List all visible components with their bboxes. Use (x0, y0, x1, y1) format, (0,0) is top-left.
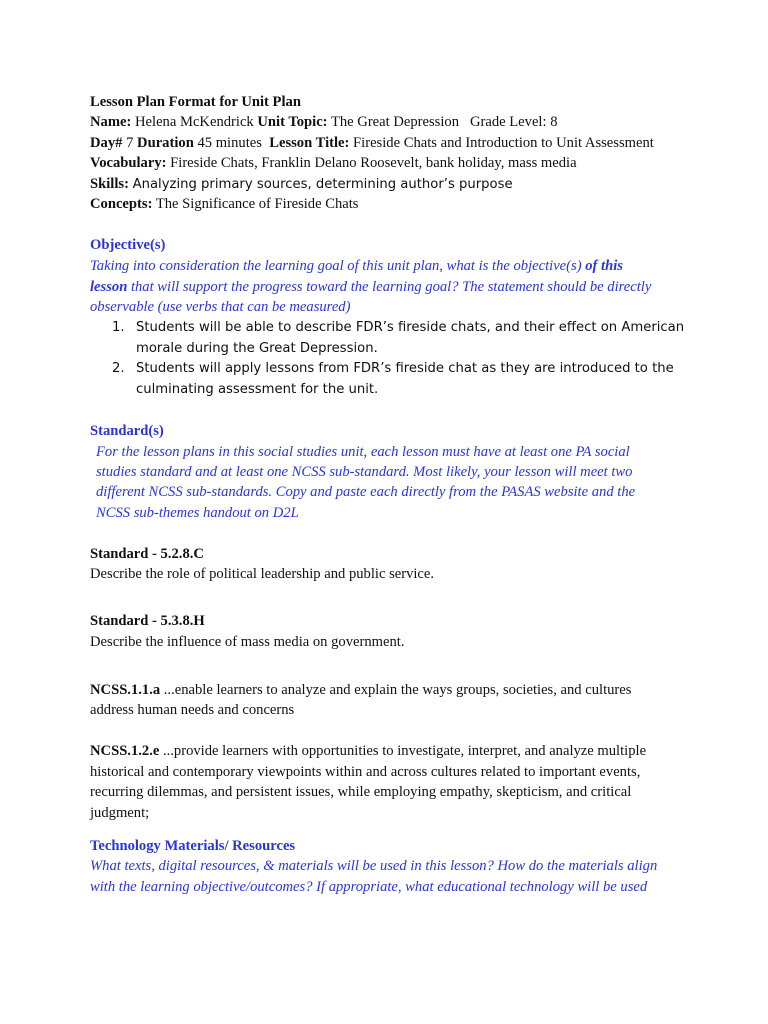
standard-title: Standard - 5.3.8.H (90, 613, 205, 629)
unit-topic-value: The Great Depression (330, 114, 459, 130)
duration-label: Duration (137, 135, 194, 151)
objectives-prompt-text: that will support the progress toward the learning goal? The statement should be directly (127, 279, 652, 295)
ncss-text: ...provide learners with opportunities to investigate, interpret, and analyze multiple (159, 743, 647, 759)
technology-prompt-line: What texts, digital resources, & materials will be used in this lesson? How do the materials align (90, 858, 658, 874)
concepts-label: Concepts: (90, 196, 153, 212)
day-duration-title-line (90, 133, 654, 153)
ncss-standard-line (90, 741, 646, 761)
objectives-prompt-line3: observable (use verbs that can be measured) (90, 299, 351, 315)
objectives-prompt-emphasis: of this (585, 258, 623, 274)
standard-description: Describe the role of political leadership and public service. (90, 566, 435, 582)
duration-value: 45 minutes (197, 135, 262, 151)
vocabulary-value: Fireside Chats, Franklin Delano Roosevelt, bank holiday, mass media (170, 155, 577, 171)
vocabulary-line (90, 153, 577, 173)
standards-heading: Standard(s) (90, 423, 164, 439)
standards-prompt-line: studies standard and at least one NCSS sub-standard. Most likely, your lesson will meet two (96, 464, 633, 480)
objectives-prompt-line2 (90, 277, 651, 297)
name-unit-grade-line (90, 112, 557, 132)
vocabulary-label: Vocabulary: (90, 155, 167, 171)
objective-number: 1. (112, 320, 125, 335)
lesson-title-value: Fireside Chats and Introduction to Unit Assessment (353, 135, 654, 151)
grade-level-label: Grade Level: (469, 114, 547, 130)
name-label: Name: (90, 114, 132, 130)
standard-title: Standard - 5.2.8.C (90, 546, 204, 562)
objective-item-line: morale during the Great Depression. (136, 341, 378, 356)
standard-description: Describe the influence of mass media on government. (90, 634, 405, 650)
grade-level-value: 8 (550, 114, 558, 130)
lesson-title-label: Lesson Title: (269, 135, 350, 151)
ncss-standard-line (90, 680, 631, 700)
objective-item-line: Students will apply lessons from FDR’s fireside chat as they are introduced to the (136, 361, 674, 376)
skills-value: Analyzing primary sources, determining author’s purpose (132, 177, 513, 192)
ncss-text: historical and contemporary viewpoints within and across cultures related to important events, (90, 764, 641, 780)
standards-prompt-line: NCSS sub-themes handout on D2L (96, 505, 299, 521)
ncss-code: NCSS.1.1.a (90, 682, 161, 698)
objectives-prompt-line1 (90, 256, 623, 276)
concepts-value: The Significance of Fireside Chats (155, 196, 359, 212)
objectives-prompt-text: Taking into consideration the learning goal of this unit plan, what is the objective(s) (90, 258, 586, 274)
objective-number: 2. (112, 361, 125, 376)
ncss-text: recurring dilemmas, and persistent issues, while employing empathy, skepticism, and critical (90, 784, 632, 800)
name-value: Helena McKendrick (135, 114, 254, 130)
day-label: Day# (90, 135, 123, 151)
objective-item-line: Students will be able to describe FDR’s fireside chats, and their effect on American (136, 320, 685, 335)
unit-topic-label: Unit Topic: (257, 114, 328, 130)
ncss-code: NCSS.1.2.e (90, 743, 160, 759)
document-title: Lesson Plan Format for Unit Plan (90, 94, 301, 110)
ncss-text: judgment; (90, 805, 150, 821)
ncss-text: ...enable learners to analyze and explain the ways groups, societies, and cultures (160, 682, 632, 698)
day-value: 7 (126, 135, 134, 151)
objectives-heading: Objective(s) (90, 237, 166, 253)
standards-prompt-line: different NCSS sub-standards. Copy and paste each directly from the PASAS website and the (96, 484, 636, 500)
skills-label: Skills: (90, 176, 129, 192)
objectives-prompt-emphasis: lesson (90, 279, 128, 295)
technology-prompt-line: with the learning objective/outcomes? If appropriate, what educational technology will be used (90, 879, 648, 895)
skills-line (90, 174, 513, 195)
objective-item-line: culminating assessment for the unit. (136, 382, 379, 397)
technology-heading: Technology Materials/ Resources (90, 838, 296, 854)
concepts-line (90, 194, 358, 214)
standards-prompt-line: For the lesson plans in this social studies unit, each lesson must have at least one PA social (96, 444, 630, 460)
ncss-text: address human needs and concerns (90, 702, 295, 718)
